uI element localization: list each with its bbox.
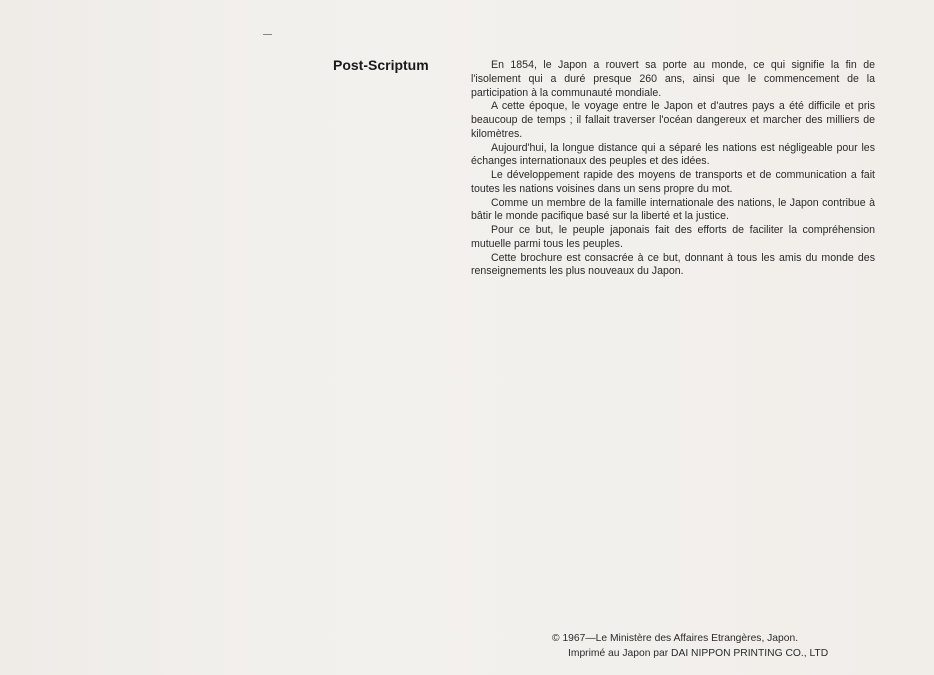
- paragraph: Le développement rapide des moyens de transports et de communication a fait toutes les nations voisines dans un sens propre du mot.: [471, 169, 875, 195]
- paragraph: Pour ce but, le peuple japonais fait des efforts de faciliter la compréhension mutuelle parmi tous les peuples.: [471, 224, 875, 250]
- colophon: [552, 631, 828, 661]
- paragraph: Comme un membre de la famille internationale des nations, le Japon contribue à bâtir le monde pacifique basé sur la liberté et la justice.: [471, 196, 875, 223]
- page-title: Post-Scriptum: [333, 57, 429, 73]
- body-text: [471, 59, 875, 279]
- paragraph: En 1854, le Japon a rouvert sa porte au monde, ce qui signifie la fin de l'isolement qui a duré presque 260 ans, ainsi que le commencement de la participation à la communauté mondiale.: [471, 59, 875, 99]
- paragraph: Aujourd'hui, la longue distance qui a séparé les nations est négligeable pour les échanges internationaux des peuples et des idées.: [471, 141, 875, 168]
- paragraph: Cette brochure est consacrée à ce but, donnant à tous les amis du monde des renseignements les plus nouveaux du Japon.: [471, 251, 875, 278]
- copyright-line: © 1967—Le Ministère des Affaires Etrangères, Japon.: [552, 633, 799, 644]
- paragraph: A cette époque, le voyage entre le Japon et d'autres pays a été difficile et pris beaucoup de temps ; il fallait traverser l'océan dangereux et marcher des milliers de kilomètres.: [471, 100, 875, 140]
- page-mark: [263, 34, 272, 35]
- printer-line: Imprimé au Japon par DAI NIPPON PRINTING CO., LTD: [568, 648, 829, 659]
